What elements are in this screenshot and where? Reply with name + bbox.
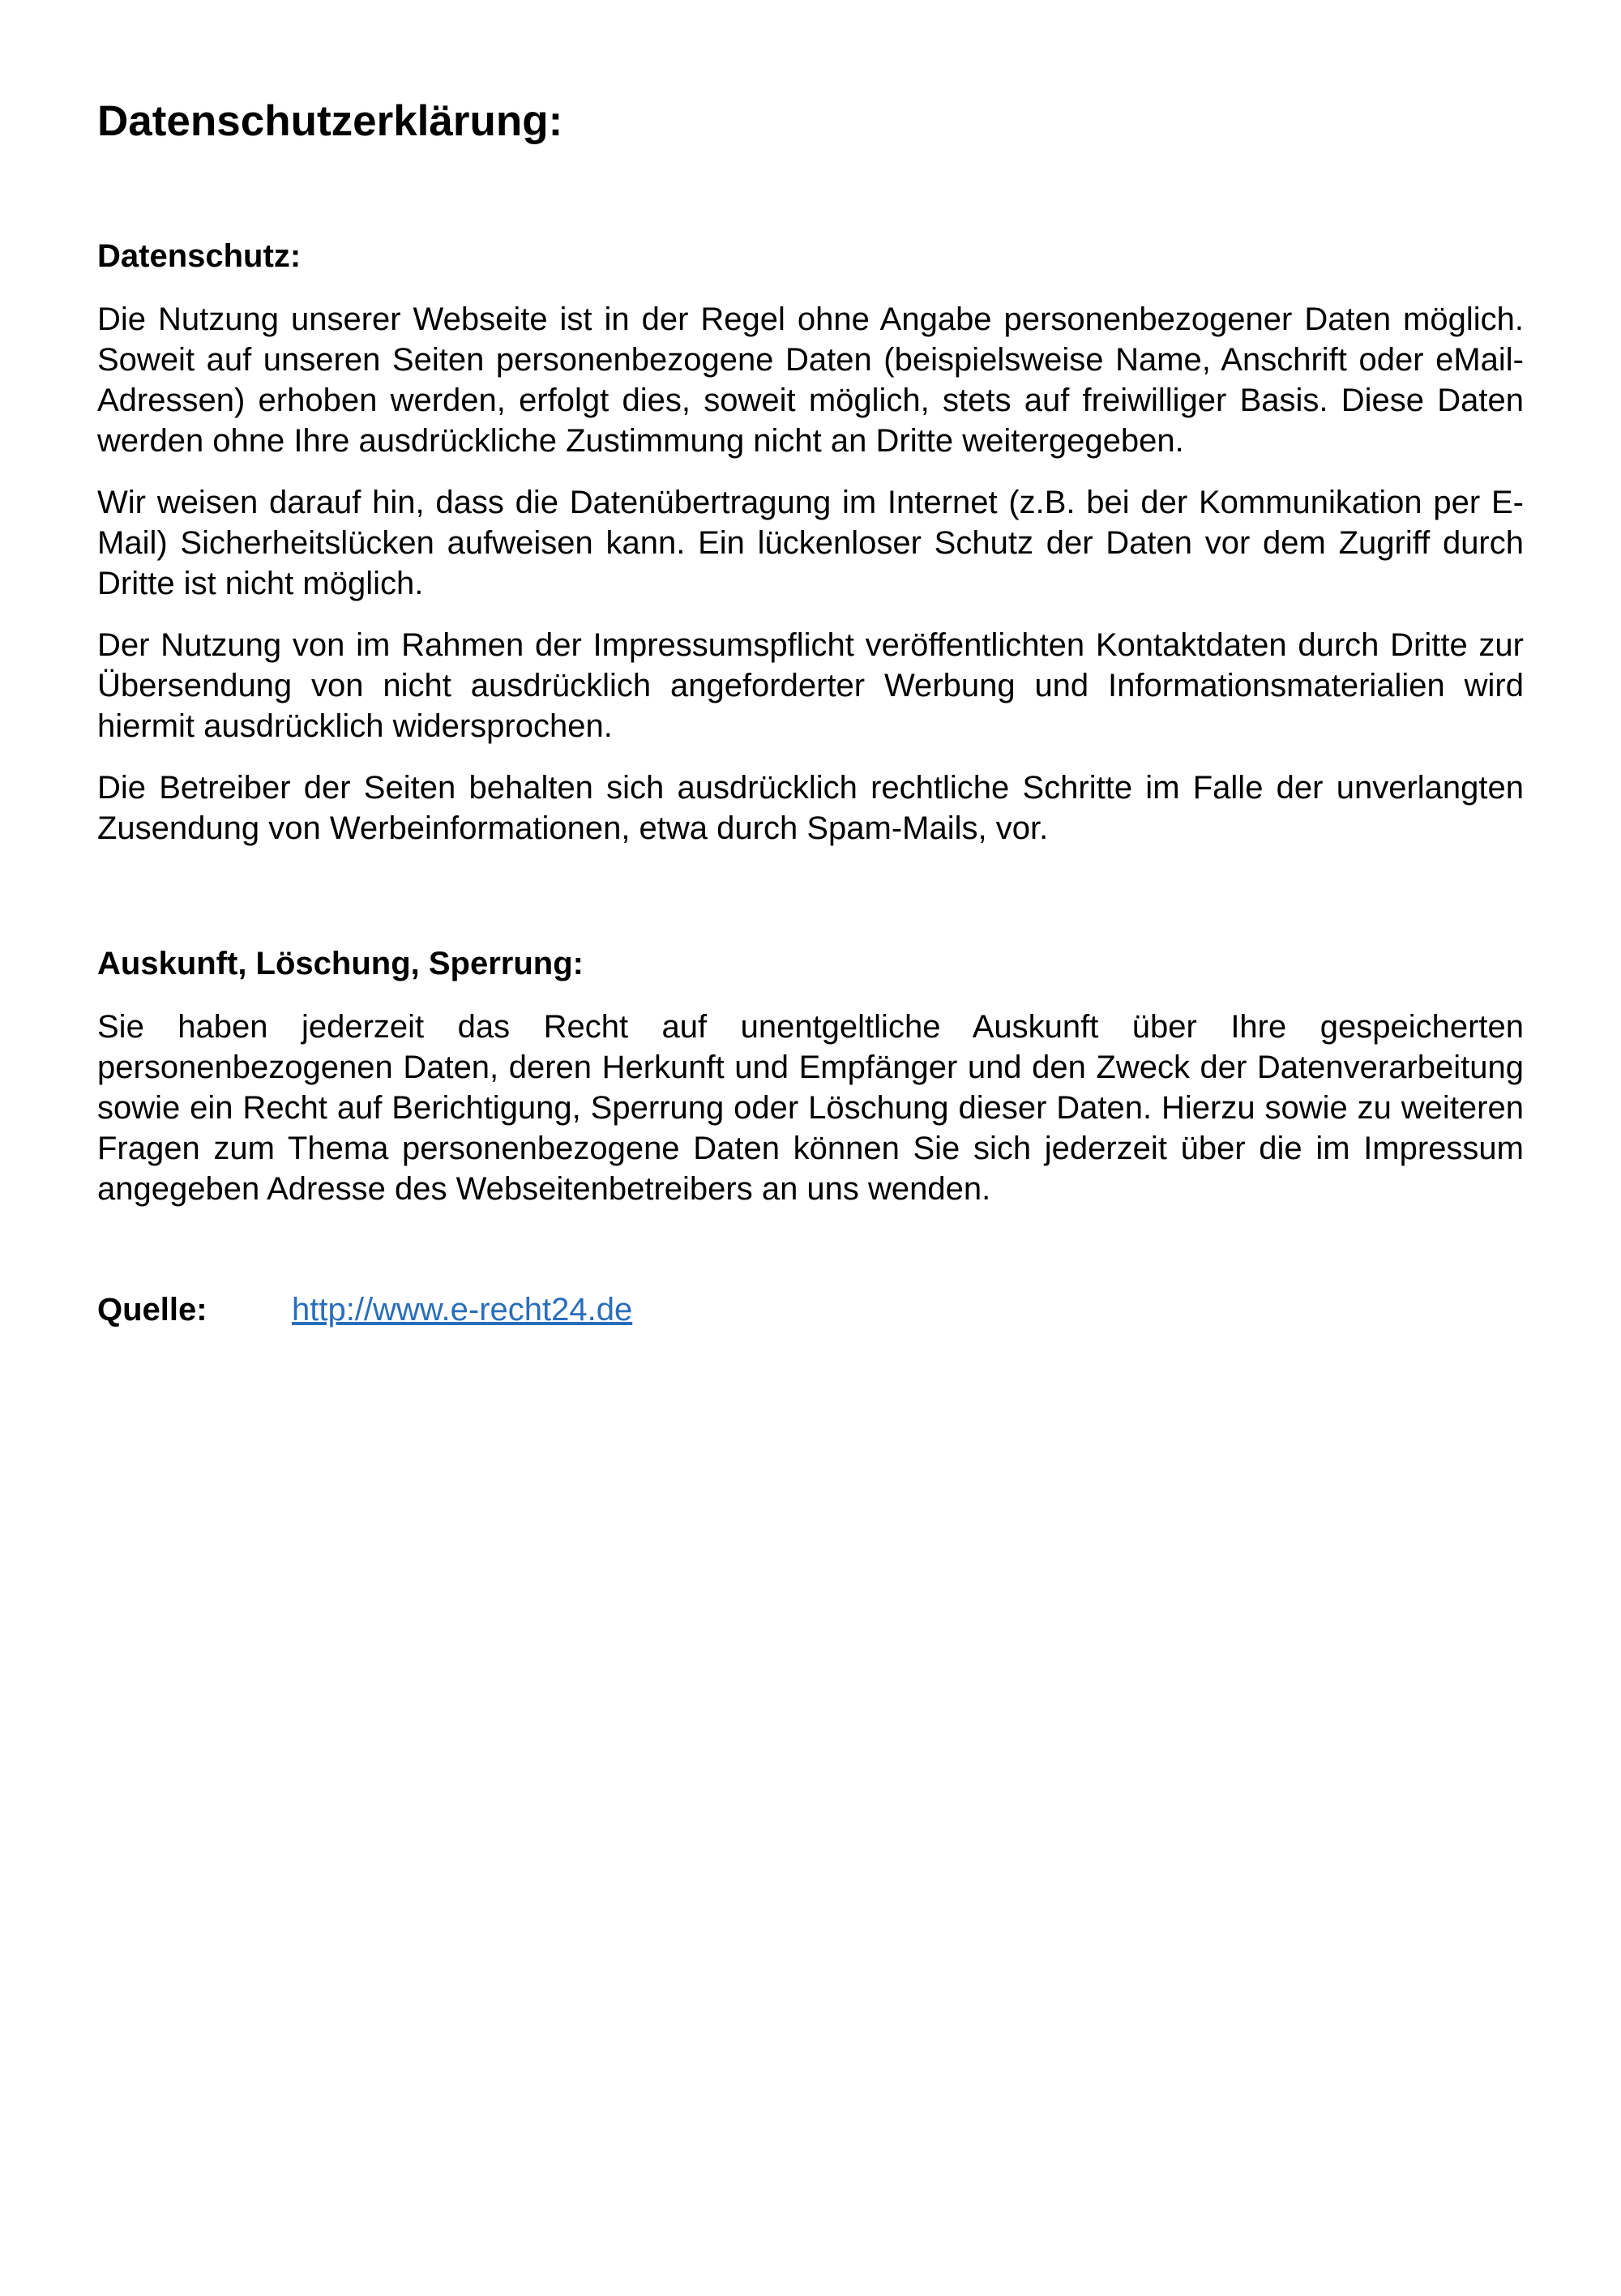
document-title: Datenschutzerklärung: [97, 97, 563, 145]
section-heading-datenschutz: Datenschutz: [97, 238, 302, 274]
source-row [97, 1289, 1524, 1330]
paragraph-data-transmission: Wir weisen darauf hin, dass die Datenübertragung im Internet (z.B. bei der Kommunikation per E-Mail) Sicherheitslücken aufweisen kann. Ein lückenloser Schutz der Daten vor dem Zugriff durch Dritte ist nicht möglich. [97, 485, 1524, 601]
paragraph-impressum-contact: Der Nutzung von im Rahmen der Impressumspflicht veröffentlichten Kontaktdaten durch Dritte zur Übersendung von nicht ausdrücklich angeforderter Werbung und Informationsmaterialien wird hiermit ausdrücklich widersprochen. [97, 627, 1524, 744]
paragraph-legal-steps: Die Betreiber der Seiten behalten sich ausdrücklich rechtliche Schritte im Falle der unverlangten Zusendung von Werbeinformationen, etwa durch Spam-Mails, vor. [97, 770, 1524, 846]
section-heading-auskunft: Auskunft, Löschung, Sperrung: [97, 946, 584, 981]
paragraph-user-rights: Sie haben jederzeit das Recht auf unentgeltliche Auskunft über Ihre gespeicherten personenbezogenen Daten, deren Herkunft und Empfänger und den Zweck der Datenverarbeitung sowie ein Recht auf Berichtigung, Sperrung oder Löschung dieser Daten. Hierzu sowie zu weiteren Fragen zum Thema personenbezogene Daten können Sie sich jederzeit über die im Impressum angegeben Adresse des Webseitenbetreibers an uns wenden. [97, 1009, 1524, 1207]
paragraph-data-usage: Die Nutzung unserer Webseite ist in der Regel ohne Angabe personenbezogener Daten möglich. Soweit auf unseren Seiten personenbezogene Daten (beispielsweise Name, Anschrift oder eMail-Adressen) erhoben werden, erfolgt dies, soweit möglich, stets auf freiwilliger Basis. Diese Daten werden ohne Ihre ausdrückliche Zustimmung nicht an Dritte weitergegeben. [97, 301, 1524, 459]
source-link[interactable]: http://www.e-recht24.de [292, 1292, 633, 1328]
source-label: Quelle: [97, 1292, 207, 1328]
